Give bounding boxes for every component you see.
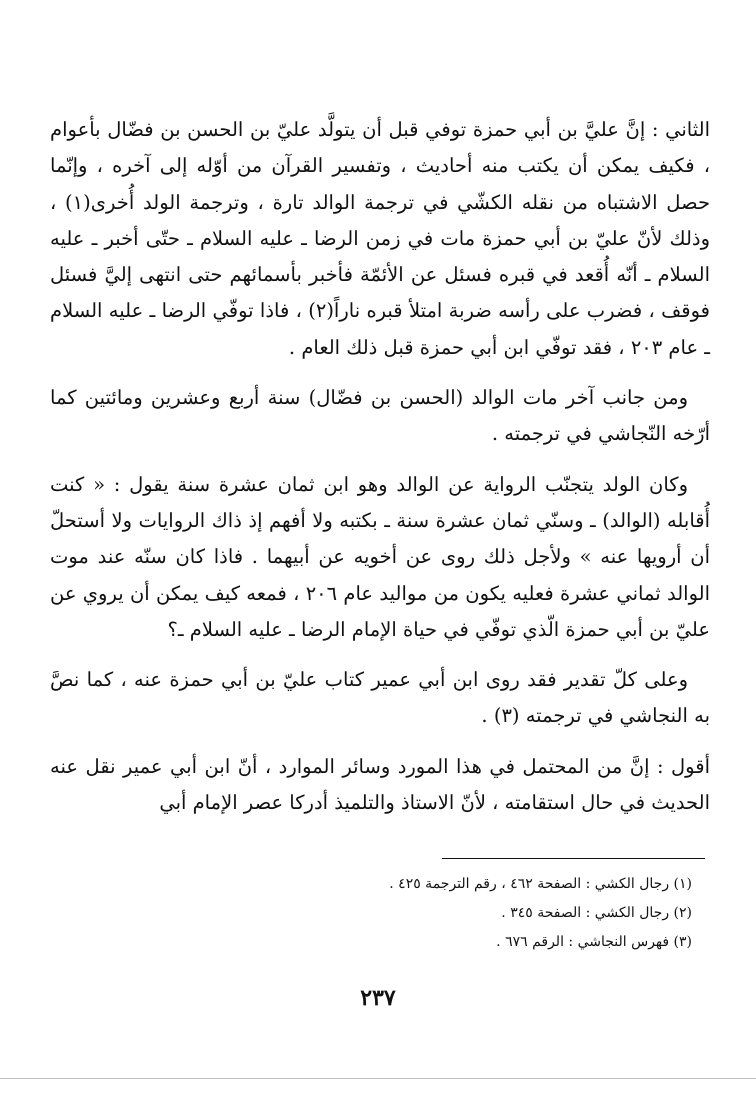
footnote-3: (٣) فهرس النجاشي : الرقم ٦٧٦ .	[496, 934, 692, 950]
paragraph-4: وعلى كلّ تقدير فقد روى ابن أبي عمير كتاب عليّ بن أبي حمزة عنه ، كما نصَّ به النجاشي في ترجمته (٣) .	[50, 668, 710, 728]
page-number: ٢٣٧	[360, 985, 396, 1011]
footnote-divider	[442, 858, 705, 859]
footnote-2: (٢) رجال الكشي : الصفحة ٣٤٥ .	[501, 905, 692, 921]
page-bottom-edge	[0, 1078, 756, 1079]
paragraph-3: وكان الولد يتجنّب الرواية عن الوالد وهو ابن ثمان عشرة سنة يقول : « كنت أُقابله (الوالد) ـ وسنّي ثمان عشرة سنة ـ بكتبه ولا أفهم إذ ذاك الروايات ولا أستحلّ أن أرويها عنه » ولأجل ذلك روى عن أخويه عن أبيهما . فاذا كان سنّه عند موت الوالد ثماني عشرة فعليه يكون من مواليد عام ٢٠٦ ، فمعه كيف يمكن أن يروي عن عليّ بن أبي حمزة الّذي توفّي في حياة الإمام الرضا ـ عليه السلام ـ؟	[50, 472, 711, 641]
paragraph-1: الثاني : إنَّ عليَّ بن أبي حمزة توفي قبل أن يتولَّد عليّ بن الحسن بن فضّال بأعوام ، فكيف يمكن أن يكتب منه أحاديث ، وتفسير القرآن من أوّله إلى آخره ، وإنّما حصل الاشتباه من نقله الكشّي في ترجمة الوالد تارة ، وترجمة الولد أُخرى(١) ، وذلك لأنّ عليّ بن أبي حمزة مات في زمن الرضا ـ عليه السلام ـ حتّى أخبر ـ عليه السلام ـ أنّه أُقعد في قبره فسئل عن الأئمّة فأخبر بأسمائهم حتى انتهى إليَّ فسئل فوقف ، فضرب على رأسه ضربة امتلأ قبره ناراً(٢) ، فاذا توفّي الرضا ـ عليه السلام ـ عام ٢٠٣ ، فقد توفّي ابن أبي حمزة قبل ذلك العام .	[50, 118, 710, 359]
paragraph-5: أقول : إنَّ من المحتمل في هذا المورد وسائر الموارد ، أنّ ابن أبي عمير نقل عنه الحديث في حال استقامته ، لأنّ الاستاذ والتلميذ أدركا عصر الإمام أبي	[50, 754, 710, 815]
footnotes	[132, 870, 692, 957]
body-text	[50, 112, 710, 821]
footnote-1: (١) رجال الكشي : الصفحة ٤٦٢ ، رقم الترجمة ٤٢٥ .	[389, 876, 692, 892]
paragraph-2: ومن جانب آخر مات الوالد (الحسن بن فضّال) سنة أربع وعشرين ومائتين كما أرّخه النّجاشي في ترجمته .	[50, 386, 710, 446]
